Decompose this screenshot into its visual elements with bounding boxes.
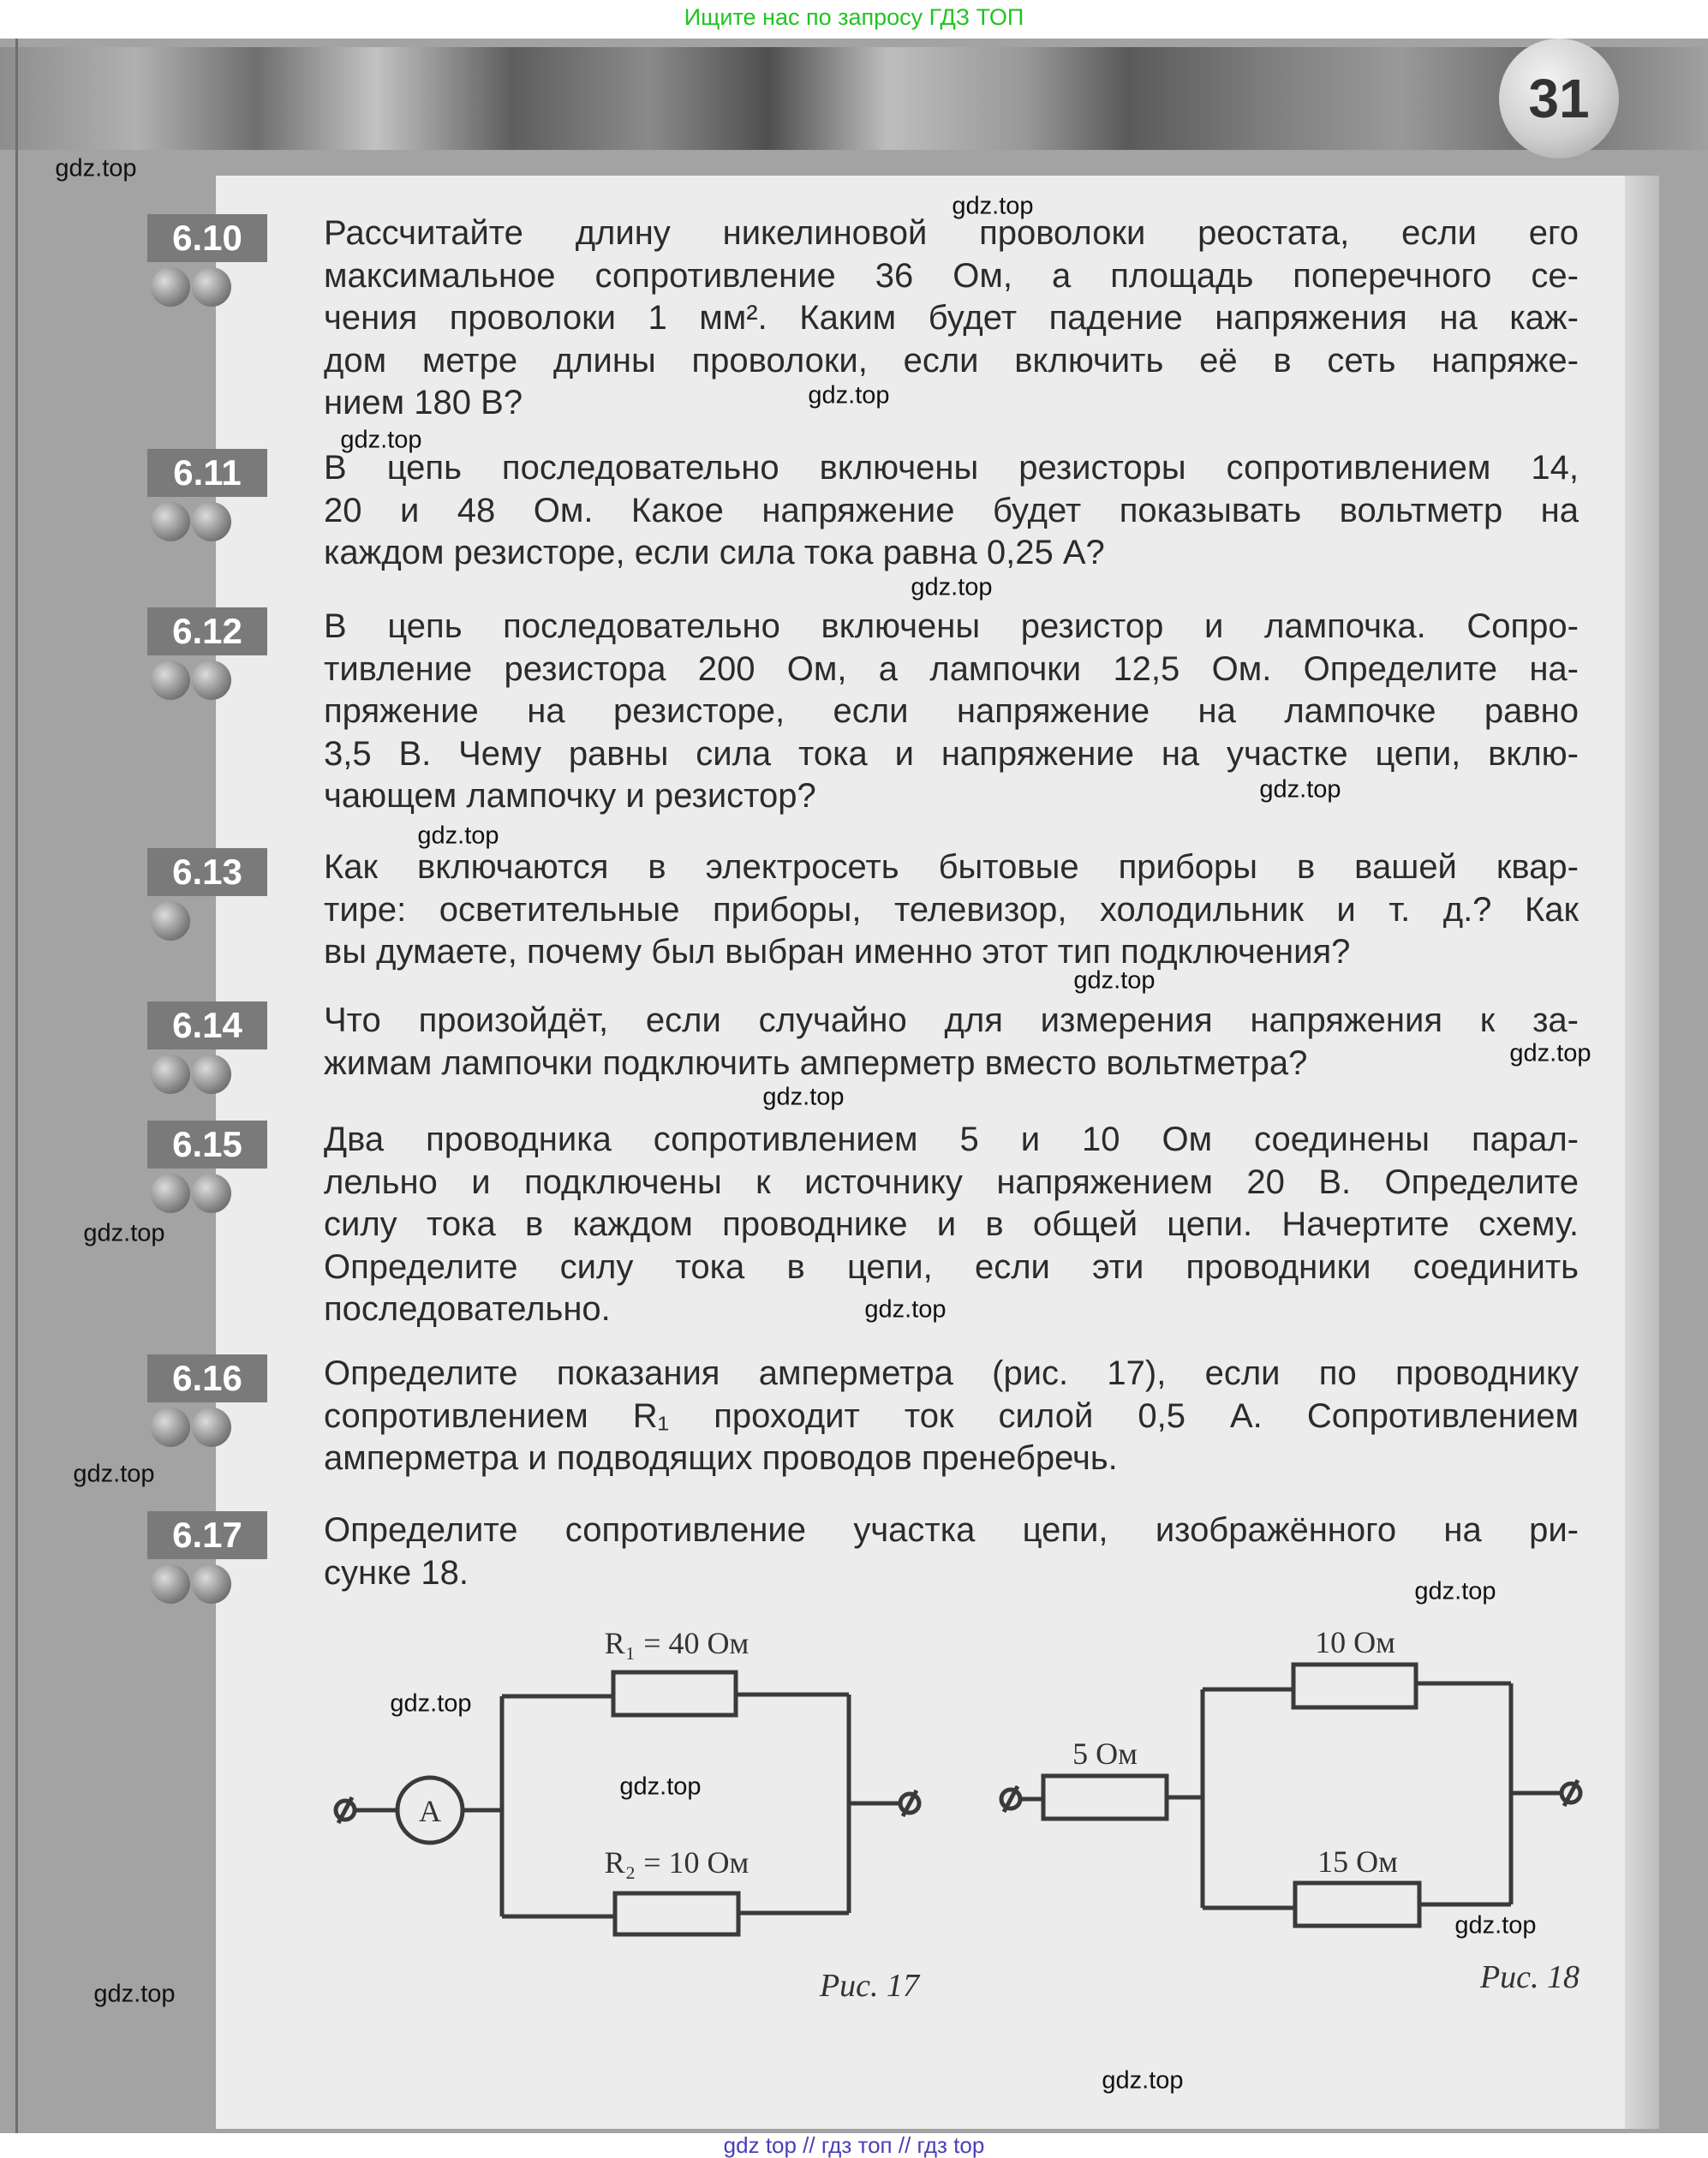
problem-text-line: сопротивлением R₁ проходит ток силой 0,5 А. Сопротивлением [324, 1396, 1579, 1435]
watermark-text: gdz.top [864, 1295, 947, 1324]
problem-number-badge: 6.17 [147, 1511, 267, 1559]
problem-text-line: Определите сопротивление участка цепи, изображённого на ри- [324, 1511, 1579, 1549]
resistor-15 [1295, 1883, 1419, 1926]
problem-number-badge: 6.16 [147, 1354, 267, 1402]
r1-label: R₁ = 40 Ом [604, 1626, 749, 1660]
watermark-text: gdz.top [762, 1083, 845, 1111]
watermark-text: gdz.top [952, 192, 1034, 220]
problem-text-line: дом метре длины проволоки, если включить её в сеть напряже- [324, 341, 1579, 380]
figure-18-caption: Рис. 18 [1479, 1959, 1580, 1995]
problem-text-line: жимам лампочки подключить амперметр вместо вольтметра? [324, 1043, 1308, 1082]
watermark-text: gdz.top [83, 1219, 165, 1247]
watermark-text: gdz.top [340, 426, 422, 454]
watermark-text: gdz.top [55, 154, 137, 182]
problem-number-badge: 6.12 [147, 607, 267, 655]
watermark-text: gdz.top [1414, 1577, 1496, 1605]
problem-text-line: 3,5 В. Чему равны сила тока и напряжение на участке цепи, вклю- [324, 734, 1579, 773]
problem-text-line: пряжение на резисторе, если напряжение на лампочке равно [324, 692, 1579, 730]
problem-number-badge: 6.15 [147, 1121, 267, 1169]
watermark-text: gdz.top [619, 1772, 702, 1801]
problem-text-line: максимальное сопротивление 36 Ом, а площадь поперечного се- [324, 256, 1579, 295]
watermark-text: gdz.top [1259, 775, 1341, 804]
resistor-r1 [613, 1672, 736, 1715]
page-number: 31 [1499, 39, 1619, 158]
problem-text-line: Что произойдёт, если случайно для измерения напряжения к за- [324, 1001, 1579, 1039]
problem-text-line: 20 и 48 Ом. Какое напряжение будет показывать вольтметр на [324, 491, 1579, 529]
r2-label: R₂ = 10 Ом [604, 1845, 749, 1880]
resistor-10 [1293, 1665, 1416, 1707]
problem-text-line: тивление резистора 200 Ом, а лампочки 12,5 Ом. Определите на- [324, 649, 1579, 688]
figure-17-caption: Рис. 17 [819, 1968, 920, 2004]
problem-text-line: Рассчитайте длину никелиновой проволоки реостата, если его [324, 214, 1579, 252]
problem-text-line: Как включаются в электросеть бытовые приборы в вашей квар- [324, 848, 1579, 886]
problem-text-line: тире: осветительные приборы, телевизор, холодильник и т. д.? Как [324, 890, 1579, 929]
resistor-10-label: 10 Ом [1315, 1625, 1395, 1659]
problem-text-line: лельно и подключены к источнику напряжением 20 В. Определите [324, 1163, 1579, 1201]
watermark-text: gdz.top [417, 822, 499, 850]
problem-text-line: чения проволоки 1 мм². Каким будет падение напряжения на каж- [324, 299, 1579, 337]
problem-text-line: вы думаете, почему был выбран именно этот тип подключения? [324, 933, 1351, 971]
ammeter-label: A [419, 1794, 441, 1828]
problem-text-line: Определите показания амперметра (рис. 17), если по проводнику [324, 1354, 1579, 1392]
problem-text-line: нием 180 В? [324, 384, 523, 421]
problem-text-line: последовательно. [324, 1290, 611, 1328]
watermark-text: gdz.top [808, 381, 890, 409]
problem-text-line: сунке 18. [324, 1553, 469, 1592]
problem-text-line: чающем лампочку и резистор? [324, 777, 816, 815]
watermark-text: gdz.top [73, 1460, 155, 1488]
problem-number-badge: 6.14 [147, 1001, 267, 1049]
problem-text-line: В цепь последовательно включены резисторы сопротивлением 14, [324, 449, 1579, 487]
problem-text-line: амперметра и подводящих проводов пренебречь. [324, 1439, 1118, 1477]
problem-number-badge: 6.10 [147, 214, 267, 262]
resistor-5 [1043, 1776, 1167, 1819]
problem-text-line: силу тока в каждом проводнике и в общей цепи. Начертите схему. [324, 1205, 1579, 1243]
watermark-text: gdz.top [1073, 966, 1156, 995]
resistor-5-label: 5 Ом [1072, 1737, 1138, 1771]
watermark-text: gdz.top [93, 1980, 176, 2008]
footer-links: gdz top // гдз топ // гдз top [0, 2133, 1708, 2157]
watermark-text: gdz.top [1509, 1039, 1592, 1067]
problem-number-badge: 6.11 [147, 449, 267, 497]
watermark-text: gdz.top [911, 573, 993, 601]
problem-text-line: Определите силу тока в цепи, если эти проводники соединить [324, 1247, 1579, 1286]
resistor-15-label: 15 Ом [1317, 1844, 1398, 1879]
watermark-text: gdz.top [1454, 1911, 1537, 1940]
search-banner: Ищите нас по запросу ГДЗ ТОП [684, 4, 1024, 30]
problem-text-line: Два проводника сопротивлением 5 и 10 Ом соединены парал- [324, 1121, 1579, 1158]
problem-text-line: В цепь последовательно включены резистор и лампочка. Сопро- [324, 607, 1579, 645]
figure-18 [1001, 1665, 1580, 1926]
problem-text-line: каждом резисторе, если сила тока равна 0,25 А? [324, 534, 1105, 571]
watermark-text: gdz.top [390, 1689, 472, 1718]
problem-number-badge: 6.13 [147, 848, 267, 896]
watermark-text: gdz.top [1102, 2066, 1184, 2095]
resistor-r2 [615, 1893, 738, 1934]
